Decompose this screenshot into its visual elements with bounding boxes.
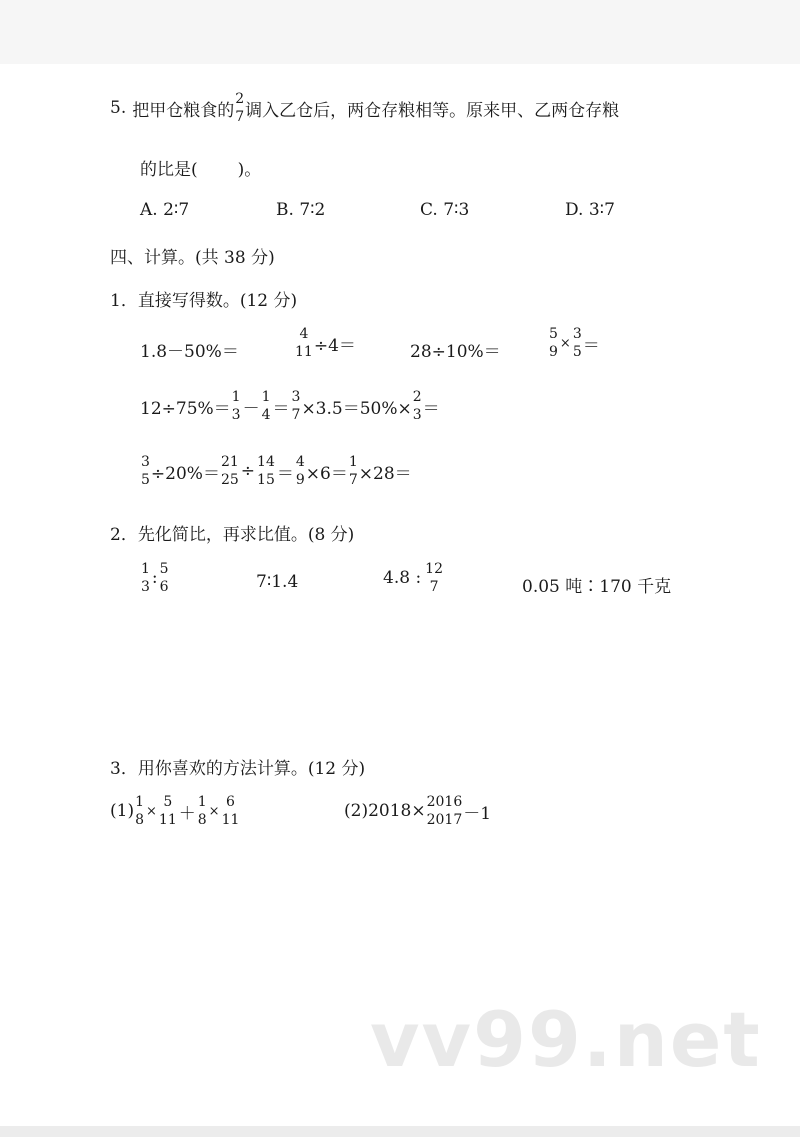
- fraction: 4 11: [295, 326, 313, 360]
- fraction: 14 15: [257, 454, 275, 488]
- question-number: 5.: [110, 98, 127, 118]
- fraction: 21 25: [220, 454, 239, 488]
- part-1-title: 1．直接写得数。(12 分): [110, 291, 298, 311]
- fraction: 5 9: [549, 326, 558, 360]
- fraction: 2 3: [412, 389, 422, 423]
- question-text-pre: 把甲仓粮食的: [132, 100, 235, 121]
- section-title: 四、计算。(共 38 分): [110, 248, 275, 268]
- expr-1-1: 1.8－50%＝: [140, 342, 239, 362]
- option-a[interactable]: A. 2∶7: [140, 200, 190, 220]
- fraction: 1 4: [261, 389, 271, 423]
- ratio-2: 7∶1.4: [256, 572, 299, 592]
- expr-1-4: 5 9 × 3 5 ＝: [549, 326, 600, 360]
- ratio-1: 1 3 : 5 6: [141, 561, 169, 595]
- fraction: 1 3: [141, 561, 150, 595]
- option-d[interactable]: D. 3∶7: [565, 200, 615, 220]
- expr-1-3: 28÷10%＝: [410, 342, 501, 362]
- fraction: 2016 2017: [426, 794, 463, 828]
- fraction: 1 3: [231, 389, 241, 423]
- part-3-title: 3．用你喜欢的方法计算。(12 分): [110, 759, 366, 779]
- fraction: 2 7: [235, 91, 245, 125]
- fraction: 1 8: [135, 794, 145, 828]
- calc-2: (2)2018× 2016 2017 －1: [344, 794, 492, 828]
- fraction: 1 8: [197, 794, 207, 828]
- option-c[interactable]: C. 7∶3: [420, 200, 470, 220]
- option-b[interactable]: B. 7∶2: [276, 200, 326, 220]
- bottom-margin: [0, 1126, 800, 1137]
- fraction: 12 7: [425, 561, 443, 595]
- calc-1: (1) 1 8 × 5 11 ＋ 1 8 × 6 11: [110, 794, 240, 828]
- fraction: 4 9: [295, 454, 305, 488]
- expr-row-2: 12÷75%＝ 1 3 － 1 4 ＝ 3 7 ×3.5＝50%× 2 3 ＝: [140, 389, 440, 423]
- fraction: 5 6: [159, 561, 169, 595]
- fraction: 3 7: [291, 389, 301, 423]
- ratio-4: 0.05 吨∶170 千克: [522, 577, 672, 597]
- expr-1-2: 4 11 ÷4＝: [295, 326, 356, 360]
- question-text-post: 调入乙仓后，两仓存粮相等。原来甲、乙两仓存粮: [245, 100, 620, 121]
- fraction: 5 11: [158, 794, 177, 828]
- top-margin: [0, 0, 800, 64]
- ratio-3: 4.8 : 12 7: [383, 561, 443, 595]
- fraction: 3 5: [572, 326, 582, 360]
- fraction: 6 11: [221, 794, 240, 828]
- part-2-title: 2．先化简比，再求比值。(8 分): [110, 525, 355, 545]
- expr-row-3: 3 5 ÷20%＝ 21 25 ÷ 14 15 ＝ 4 9 ×6＝ 1 7 ×28＝: [141, 454, 412, 488]
- fraction: 3 5: [141, 454, 150, 488]
- question-5-line2: 的比是( )。: [140, 160, 262, 180]
- fraction: 1 7: [348, 454, 358, 488]
- question-5: [110, 92, 619, 124]
- watermark: vv99.net: [370, 995, 762, 1084]
